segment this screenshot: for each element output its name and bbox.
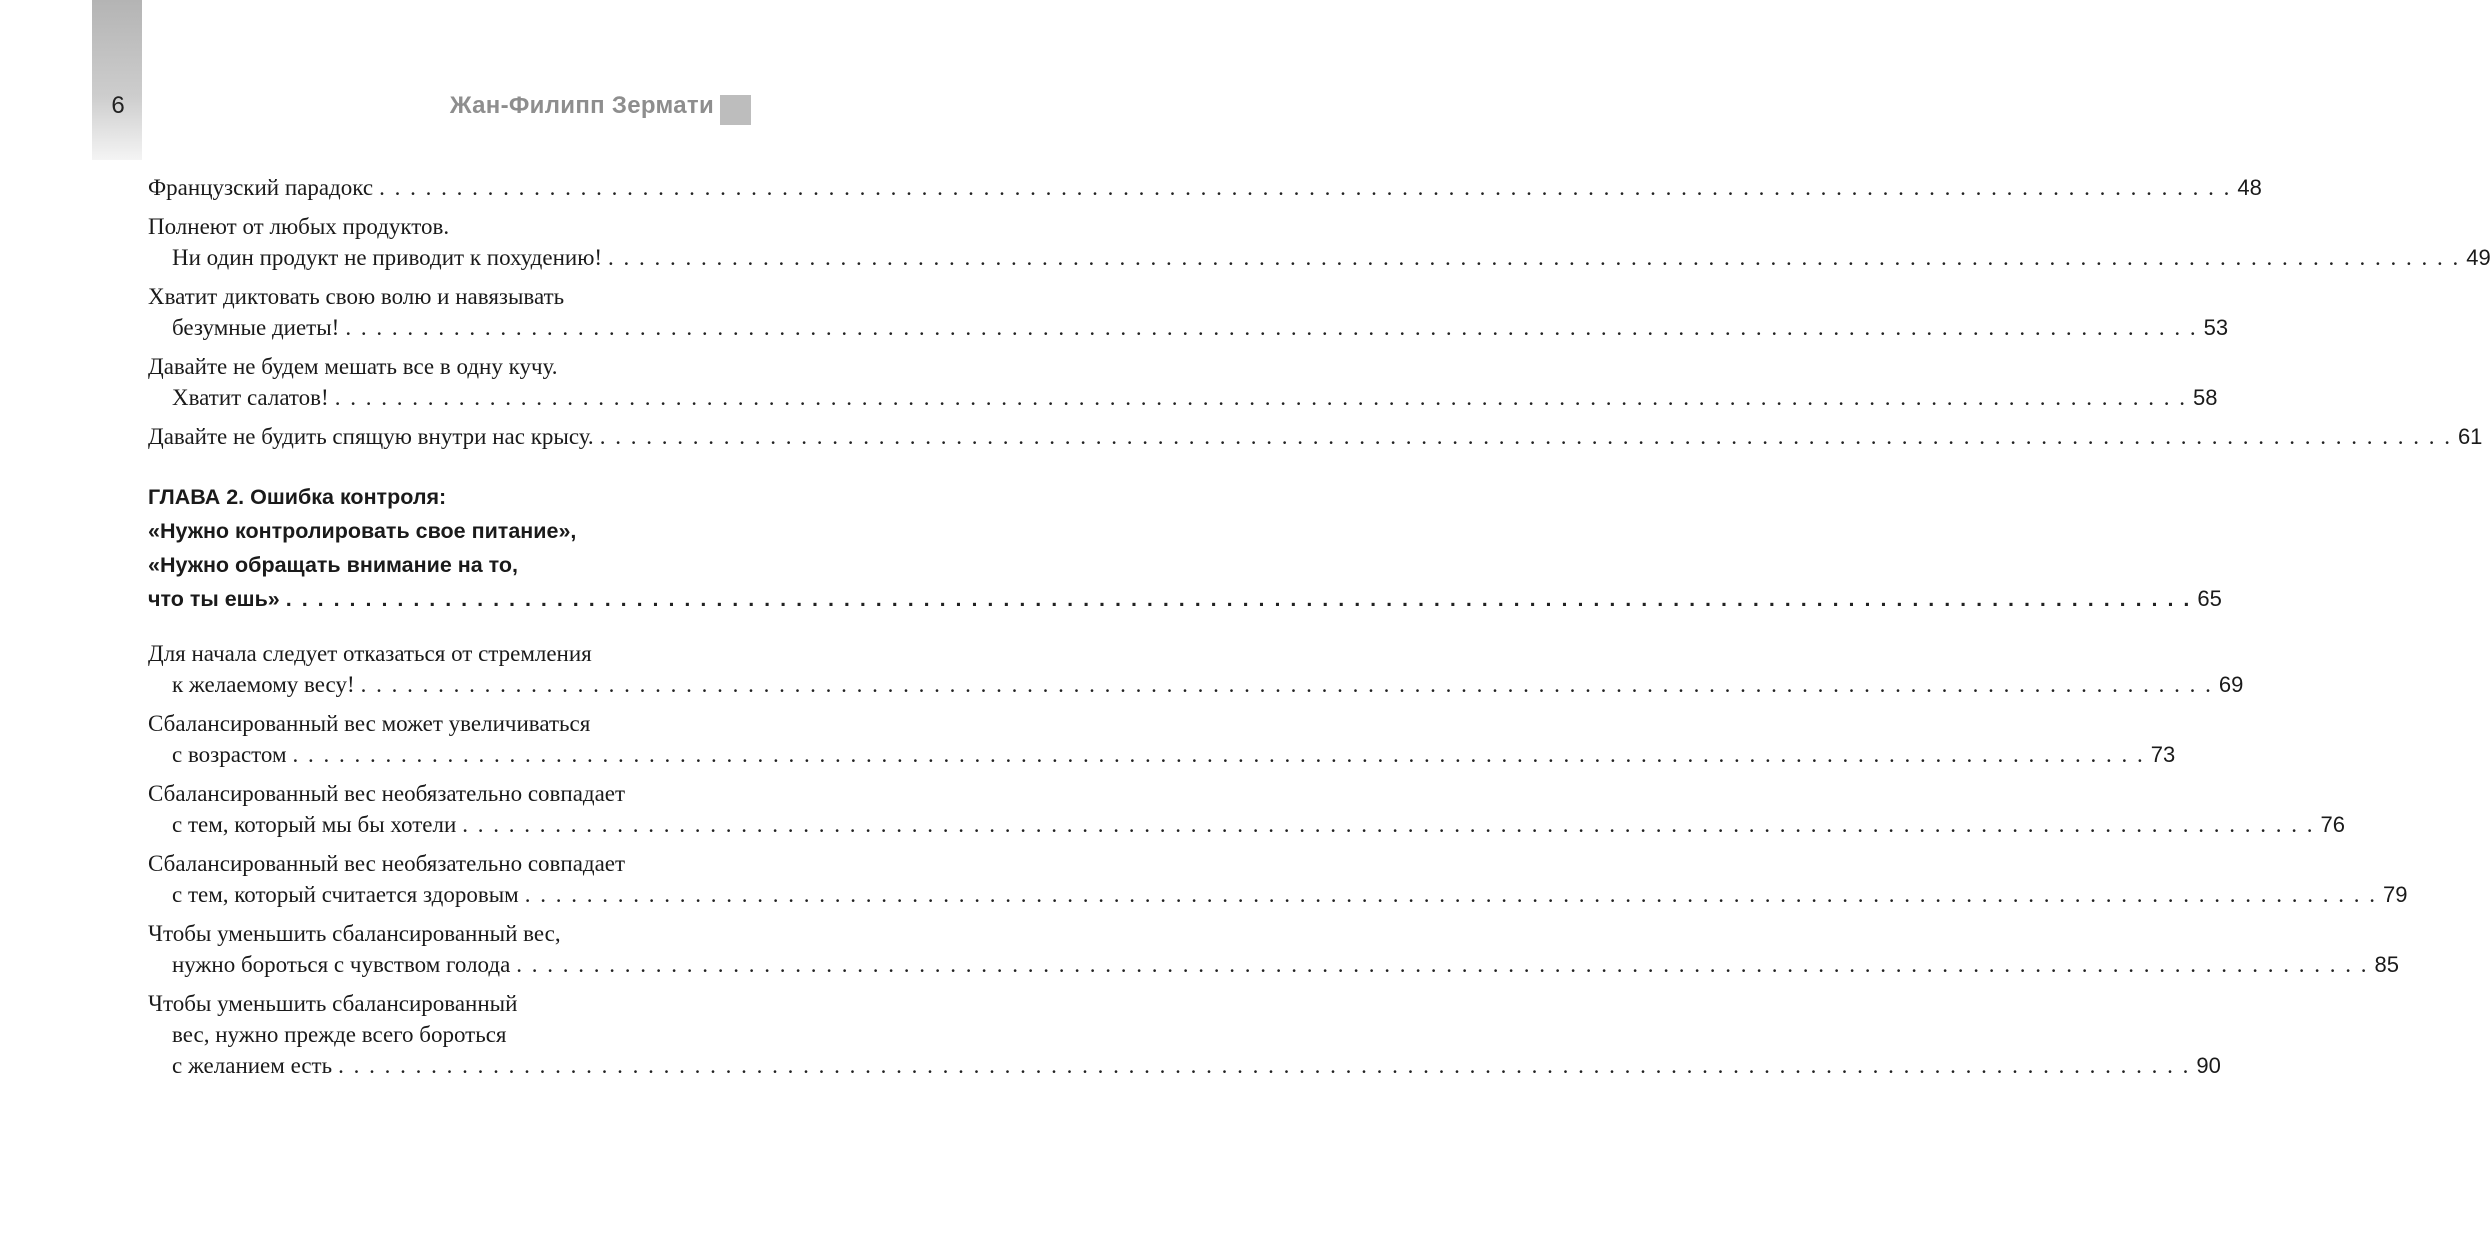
dot-leader: . . . . . . . . . . . . . . . . . . . . . . . . . . . . . . . . . . . . . . . . . . . . . . . . . . . . . . . . . . . . . . . . . . . . . . . . . . . . . . . . . . . . . . . . . . . . . . . . . . . . . . . . . . . . . . . . . . . . . . . . — [360, 672, 2213, 697]
toc-entry-text: Французский парадокс — [148, 175, 374, 200]
toc-entry-text: «Нужно обращать внимание на то, — [148, 553, 519, 577]
toc-page-number: 69 — [2218, 672, 2244, 697]
toc-entry-text: Давайте не будить спящую внутри нас крысу. — [148, 424, 594, 449]
toc-page-number: 48 — [2237, 175, 2262, 200]
dot-leader: . . . . . . . . . . . . . . . . . . . . . . . . . . . . . . . . . . . . . . . . . . . . . . . . . . . . . . . . . . . . . . . . . . . . . . . . . . . . . . . . . . . . . . . . . . . . . . . . . . . . . . . . . . . . . . . . . . . . . . . . — [516, 952, 2369, 977]
toc-page-number: 73 — [2150, 742, 2176, 767]
toc-entry-text: Чтобы уменьшить сбалансированный — [148, 991, 518, 1016]
toc-entry-text: Хватит салатов! — [172, 385, 329, 410]
page-side-tab — [92, 0, 142, 160]
table-of-contents — [148, 172, 2491, 1081]
dot-leader: . . . . . . . . . . . . . . . . . . . . . . . . . . . . . . . . . . . . . . . . . . . . . . . . . . . . . . . . . . . . . . . . . . . . . . . . . . . . . . . . . . . . . . . . . . . . . . . . . . . . . . . . . . . . . . . . . . . . . . . . — [334, 385, 2187, 410]
toc-page-number: 49 — [2466, 245, 2491, 270]
toc-entry-text: к желаемому весу! — [172, 672, 355, 697]
toc-entry-text: с тем, который считается здоровым — [172, 882, 519, 907]
toc-entry-line — [148, 421, 2483, 452]
dot-leader: . . . . . . . . . . . . . . . . . . . . . . . . . . . . . . . . . . . . . . . . . . . . . . . . . . . . . . . . . . . . . . . . . . . . . . . . . . . . . . . . . . . . . . . . . . . . . . . . . . . . . . . . . . . . . . . . . . . . . . . . — [524, 882, 2377, 907]
toc-entry-line — [148, 242, 2491, 273]
toc-page-number: 65 — [2197, 586, 2222, 611]
toc-chapter-heading — [148, 480, 2222, 616]
toc-entry-text: Для начала следует отказаться от стремления — [148, 641, 592, 666]
dot-leader: . . . . . . . . . . . . . . . . . . . . . . . . . . . . . . . . . . . . . . . . . . . . . . . . . . . . . . . . . . . . . . . . . . . . . . . . . . . . . . . . . . . . . . . . . . . . . . . . . . . . . . . . . . . . . . . . . . . . . . . . — [345, 315, 2198, 340]
toc-entry-text: безумные диеты! — [172, 315, 340, 340]
toc-entry-line — [148, 949, 2400, 980]
toc-entry-line — [148, 809, 2345, 840]
toc-page-number: 58 — [2192, 385, 2218, 410]
dot-leader: . . . . . . . . . . . . . . . . . . . . . . . . . . . . . . . . . . . . . . . . . . . . . . . . . . . . . . . . . . . . . . . . . . . . . . . . . . . . . . . . . . . . . . . . . . . . . . . . . . . . . . . . . . . . . . . . . . . . . . . . — [599, 424, 2452, 449]
toc-entry — [148, 421, 2483, 452]
dot-leader: . . . . . . . . . . . . . . . . . . . . . . . . . . . . . . . . . . . . . . . . . . . . . . . . . . . . . . . . . . . . . . . . . . . . . . . . . . . . . . . . . . . . . . . . . . . . . . . . . . . . . . . . . . . . . . . . . . . . . . . . — [338, 1053, 2191, 1078]
dot-leader: . . . . . . . . . . . . . . . . . . . . . . . . . . . . . . . . . . . . . . . . . . . . . . . . . . . . . . . . . . . . . . . . . . . . . . . . . . . . . . . . . . . . . . . . . . . . . . . . . . . . . . . . . . . . . . . . . . . . . . . . — [608, 245, 2461, 270]
toc-entry-text: с тем, который мы бы хотели — [172, 812, 457, 837]
dot-leader: . . . . . . . . . . . . . . . . . . . . . . . . . . . . . . . . . . . . . . . . . . . . . . . . . . . . . . . . . . . . . . . . . . . . . . . . . . . . . . . . . . . . . . . . . . . . . . . . . . . . . . . . . . . . . . . . . . . . . . . . — [379, 175, 2232, 200]
toc-entry-line — [148, 739, 2176, 770]
toc-entry-text: Сбалансированный вес необязательно совпадает — [148, 781, 626, 806]
toc-entry-line — [148, 382, 2218, 413]
running-head-author: Жан-Филипп Зермати — [449, 92, 714, 119]
toc-entry-line — [148, 582, 2222, 616]
toc-entry-line — [148, 312, 2229, 343]
toc-entry-text: Давайте не будем мешать все в одну кучу. — [148, 354, 558, 379]
toc-page-number: 90 — [2196, 1053, 2221, 1078]
toc-entry-text: Ни один продукт не приводит к похудению! — [172, 245, 603, 270]
toc-page-number: 85 — [2374, 952, 2400, 977]
toc-page-number: 76 — [2320, 812, 2345, 837]
toc-entry — [148, 281, 2229, 343]
toc-entry-text: вес, нужно прежде всего бороться — [172, 1022, 507, 1047]
toc-entry-text: с желанием есть — [172, 1053, 333, 1078]
toc-entry — [148, 848, 2408, 910]
toc-entry — [148, 638, 2244, 700]
toc-entry-text: Сбалансированный вес может увеличиваться — [148, 711, 591, 736]
page-number: 6 — [111, 92, 125, 119]
toc-entry — [148, 778, 2345, 840]
toc-entry-line — [148, 669, 2244, 700]
toc-entry-text: что ты ешь» — [148, 587, 280, 611]
toc-entry-text: Сбалансированный вес необязательно совпадает — [148, 851, 626, 876]
toc-page-number: 61 — [2457, 424, 2483, 449]
toc-entry-text: Хватит диктовать свою волю и навязывать — [148, 284, 565, 309]
toc-entry-text: Полнеют от любых продуктов. — [148, 214, 450, 239]
toc-entry — [148, 918, 2400, 980]
dot-leader: . . . . . . . . . . . . . . . . . . . . . . . . . . . . . . . . . . . . . . . . . . . . . . . . . . . . . . . . . . . . . . . . . . . . . . . . . . . . . . . . . . . . . . . . . . . . . . . . . . . . . . . . . . . . . . . . . . . . . . . . — [285, 587, 2192, 611]
dot-leader: . . . . . . . . . . . . . . . . . . . . . . . . . . . . . . . . . . . . . . . . . . . . . . . . . . . . . . . . . . . . . . . . . . . . . . . . . . . . . . . . . . . . . . . . . . . . . . . . . . . . . . . . . . . . . . . . . . . . . . . . — [462, 812, 2315, 837]
toc-entry-text: Чтобы уменьшить сбалансированный вес, — [148, 921, 561, 946]
toc-entry — [148, 211, 2491, 273]
running-head-marker — [720, 95, 751, 125]
dot-leader: . . . . . . . . . . . . . . . . . . . . . . . . . . . . . . . . . . . . . . . . . . . . . . . . . . . . . . . . . . . . . . . . . . . . . . . . . . . . . . . . . . . . . . . . . . . . . . . . . . . . . . . . . . . . . . . . . . . . . . . . — [292, 742, 2145, 767]
toc-entry-text: ГЛАВА 2. Ошибка контроля: — [148, 485, 447, 509]
toc-entry — [148, 172, 2262, 203]
toc-entry — [148, 708, 2176, 770]
toc-entry — [148, 988, 2221, 1081]
toc-entry-line — [148, 172, 2262, 203]
toc-entry-line — [148, 879, 2408, 910]
toc-entry-line — [148, 1050, 2221, 1081]
toc-entry-text: «Нужно контролировать свое питание», — [148, 519, 577, 543]
toc-entry — [148, 351, 2218, 413]
toc-page-number: 79 — [2382, 882, 2408, 907]
toc-entry-text: нужно бороться с чувством голода — [172, 952, 511, 977]
toc-page-number: 53 — [2203, 315, 2229, 340]
toc-entry-text: с возрастом — [172, 742, 287, 767]
